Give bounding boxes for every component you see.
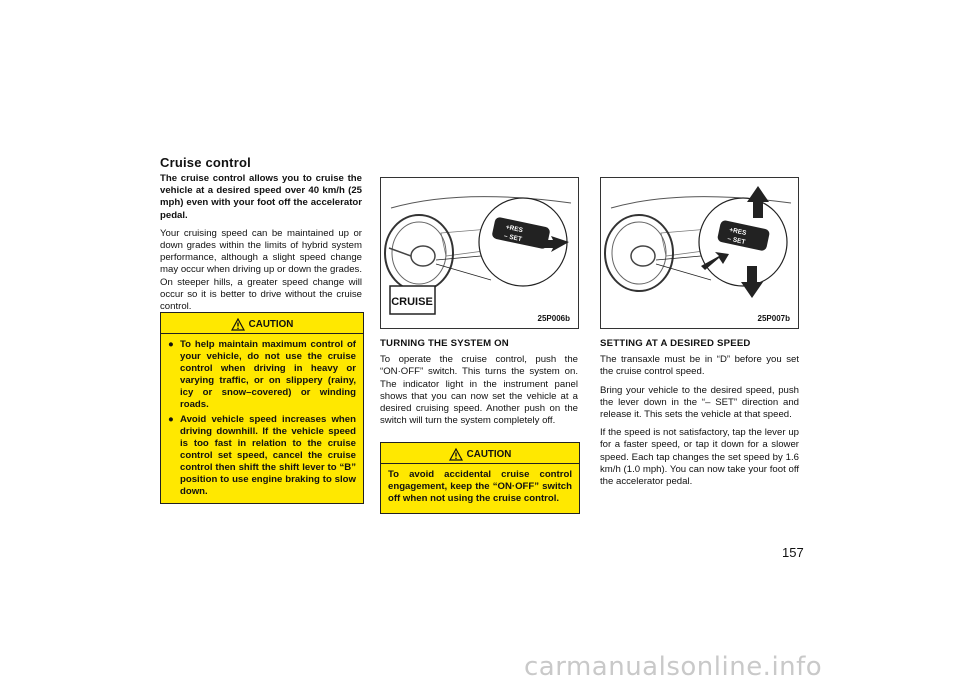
- warning-triangle-icon: [231, 318, 245, 331]
- lever-res-label: +RES: [505, 223, 524, 235]
- caution-item-text: To help maintain maximum control of your vehicle, do not use the cruise control when driving in heavy or varying traffic, or on slippery (rainy, icy or snow–covered) or winding roads.: [180, 339, 356, 410]
- caution-item-text: Avoid vehicle speed increases when driving downhill. If the vehicle speed is too fast in relation to the cruise control set speed, cancel the cruise control then shift the shift lever to “B” position to use engine braking to slow down.: [180, 414, 356, 497]
- watermark-text: carmanualsonline.info: [524, 652, 823, 682]
- caution-text-2: To avoid accidental cruise control engagement, keep the “ON·OFF” switch off when not using the cruise control.: [388, 469, 572, 504]
- cruise-indicator-badge: CRUISE: [391, 296, 433, 308]
- setting-paragraph-1: The transaxle must be in “D” before you set the cruise control speed.: [600, 354, 799, 378]
- caution-box-2: [380, 442, 580, 514]
- figure-setting-speed: [600, 177, 799, 329]
- column-1: [160, 173, 362, 319]
- intro-paragraph: The cruise control allows you to cruise the vehicle at a desired speed over 40 km/h (25 mph) even with your foot off the accelerator pedal.: [160, 173, 362, 221]
- figure-code: 25P006b: [537, 314, 570, 323]
- figure-turning-on: [380, 177, 579, 329]
- bullet-icon: ●: [168, 414, 174, 425]
- caution-body-2: [381, 464, 579, 511]
- caution-title-1: CAUTION: [248, 319, 294, 330]
- turning-on-paragraph: To operate the cruise control, push the “ON·OFF” switch. This turns the system on. The indicator light in the instrument panel shows that you can now set the vehicle at a desired cruising speed. Another push on the switch will turn the system completely off.: [380, 354, 578, 427]
- caution-body-1: [161, 334, 363, 507]
- lever-set-label: – SET: [503, 232, 523, 244]
- steering-wheel-illustration: [381, 178, 578, 328]
- lever-set-label: – SET: [726, 235, 746, 246]
- column-2: [380, 338, 578, 433]
- bullet-icon: ●: [168, 339, 174, 350]
- caution-header-1: [161, 313, 363, 334]
- body-paragraph: Your cruising speed can be maintained up or down grades within the limits of hybrid system performance, although a slight speed change may occur when driving up or down the grades. On steeper hills, a greater speed change will occur so it is better to drive without the cruise control.: [160, 227, 362, 313]
- setting-paragraph-3: If the speed is not satisfactory, tap the lever up for a faster speed, or tap it down for a slower speed. Each tap changes the set speed by 1.6 km/h (1.0 mph). You can now take your foot off the accelerator pedal.: [600, 427, 799, 488]
- caution-header-2: [381, 443, 579, 464]
- setting-paragraph-2: Bring your vehicle to the desired speed, push the lever down in the “– SET” direction and release it. This sets the vehicle at that speed.: [600, 384, 799, 421]
- setting-speed-heading: SETTING AT A DESIRED SPEED: [600, 338, 751, 349]
- column-3: [600, 338, 799, 494]
- turning-on-heading: TURNING THE SYSTEM ON: [380, 338, 509, 349]
- caution-box-1: [160, 312, 364, 504]
- figure-code: 25P007b: [757, 314, 790, 323]
- lever-direction-illustration: [601, 178, 798, 328]
- caution-item: [168, 414, 356, 498]
- caution-title-2: CAUTION: [466, 449, 512, 460]
- warning-triangle-icon: [449, 448, 463, 461]
- page-number: 157: [782, 545, 804, 560]
- caution-item: [168, 339, 356, 411]
- lever-res-label: +RES: [728, 226, 747, 238]
- section-title: Cruise control: [160, 155, 251, 170]
